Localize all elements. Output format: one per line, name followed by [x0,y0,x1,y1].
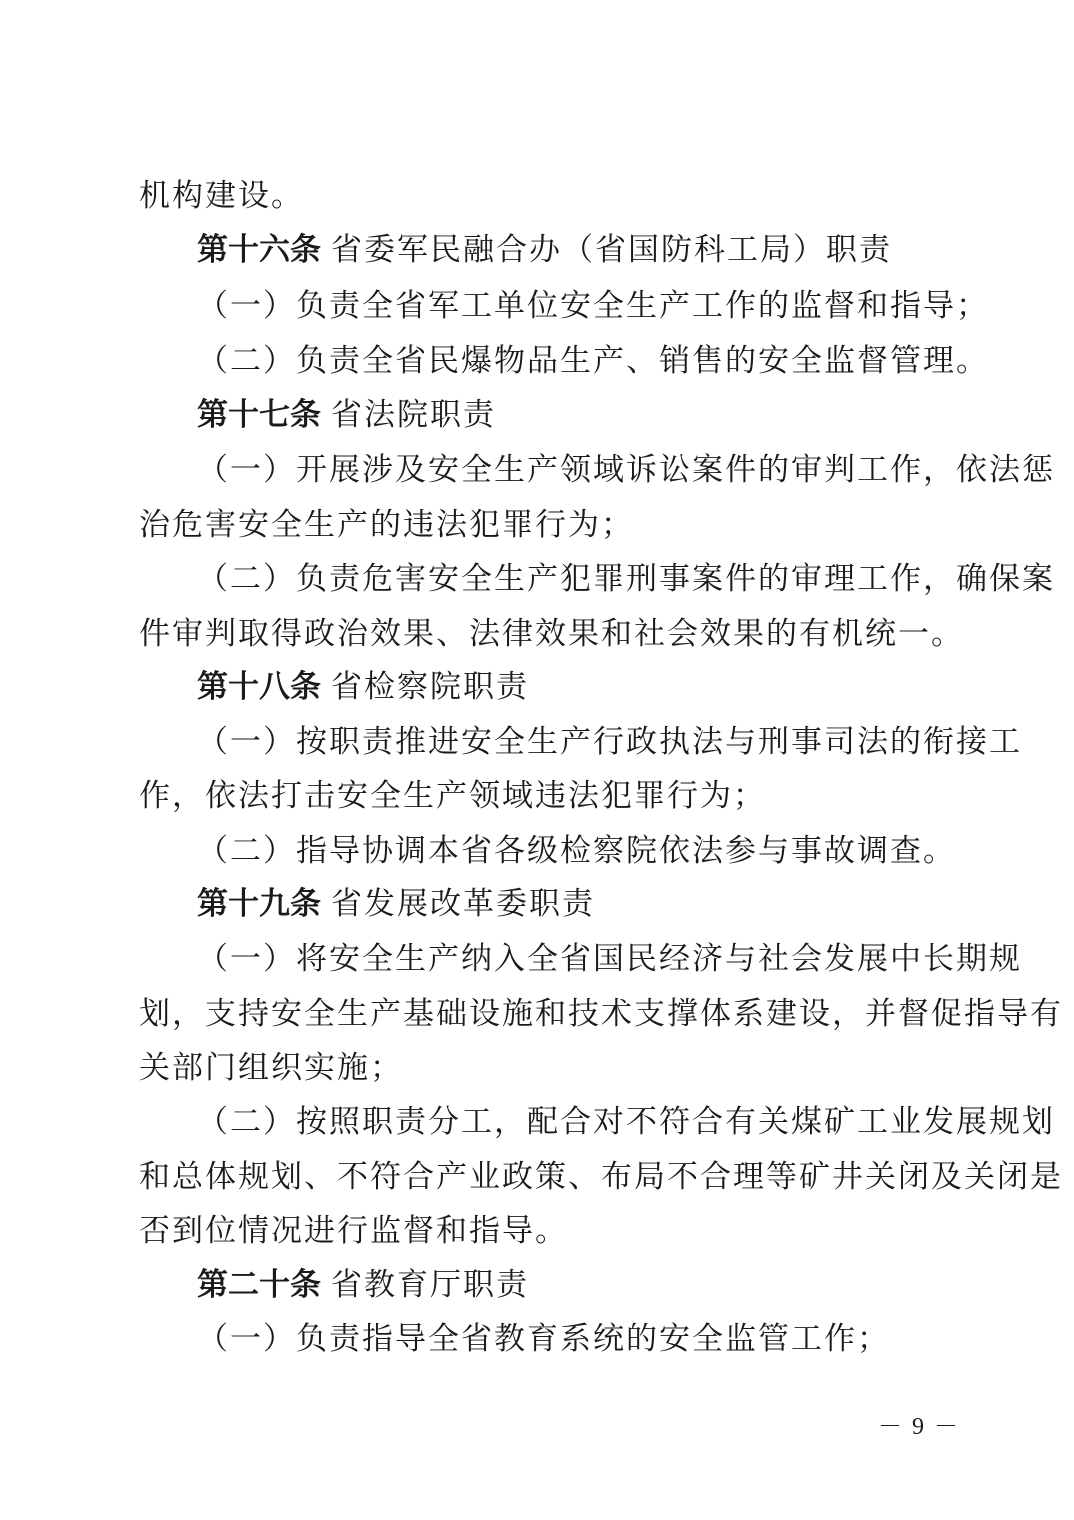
paragraph-line: （一）负责全省军工单位安全生产工作的监督和指导； [197,288,989,324]
article-title: 省委军民融合办（省国防科工局）职责 [331,232,892,268]
paragraph-line: 治危害安全生产的违法犯罪行为； [139,507,634,543]
paragraph-line: 否到位情况进行监督和指导。 [139,1213,568,1249]
paragraph-line: 划，支持安全生产基础设施和技术支撑体系建设，并督促指导有 [139,996,1063,1032]
paragraph-line: （二）按照职责分工，配合对不符合有关煤矿工业发展规划 [197,1104,1055,1140]
paragraph-line: （二）负责全省民爆物品生产、销售的安全监督管理。 [197,343,989,379]
paragraph-line: （一）负责指导全省教育系统的安全监管工作； [197,1321,890,1357]
article-heading [197,395,496,435]
paragraph-line: （二）指导协调本省各级检察院依法参与事故调查。 [197,833,956,869]
article-number: 第十六条 [197,232,321,268]
article-heading [197,1265,529,1305]
paragraph-line: 作，依法打击安全生产领域违法犯罪行为； [139,778,766,814]
page-number: － 9 － [878,1414,960,1440]
paragraph-line: 和总体规划、不符合产业政策、布局不合理等矿井关闭及关闭是 [139,1159,1063,1195]
article-heading [197,884,595,924]
paragraph-line: （一）按职责推进安全生产行政执法与刑事司法的衔接工 [197,724,1022,760]
paragraph-line: （一）将安全生产纳入全省国民经济与社会发展中长期规 [197,941,1022,977]
paragraph-line: （二）负责危害安全生产犯罪刑事案件的审理工作，确保案 [197,561,1055,597]
article-title: 省法院职责 [331,397,496,433]
article-number: 第十七条 [197,397,321,433]
article-number: 第二十条 [197,1267,321,1303]
article-title: 省检察院职责 [331,669,529,705]
paragraph-line: （一）开展涉及安全生产领域诉讼案件的审判工作，依法惩 [197,452,1055,488]
paragraph-line: 件审判取得政治效果、法律效果和社会效果的有机统一。 [139,616,964,652]
paragraph-line: 关部门组织实施； [139,1050,403,1086]
paragraph-line: 机构建设。 [139,178,304,214]
article-heading [197,667,529,707]
article-title: 省发展改革委职责 [331,886,595,922]
article-heading [197,230,892,270]
article-title: 省教育厅职责 [331,1267,529,1303]
article-number: 第十九条 [197,886,321,922]
article-number: 第十八条 [197,669,321,705]
